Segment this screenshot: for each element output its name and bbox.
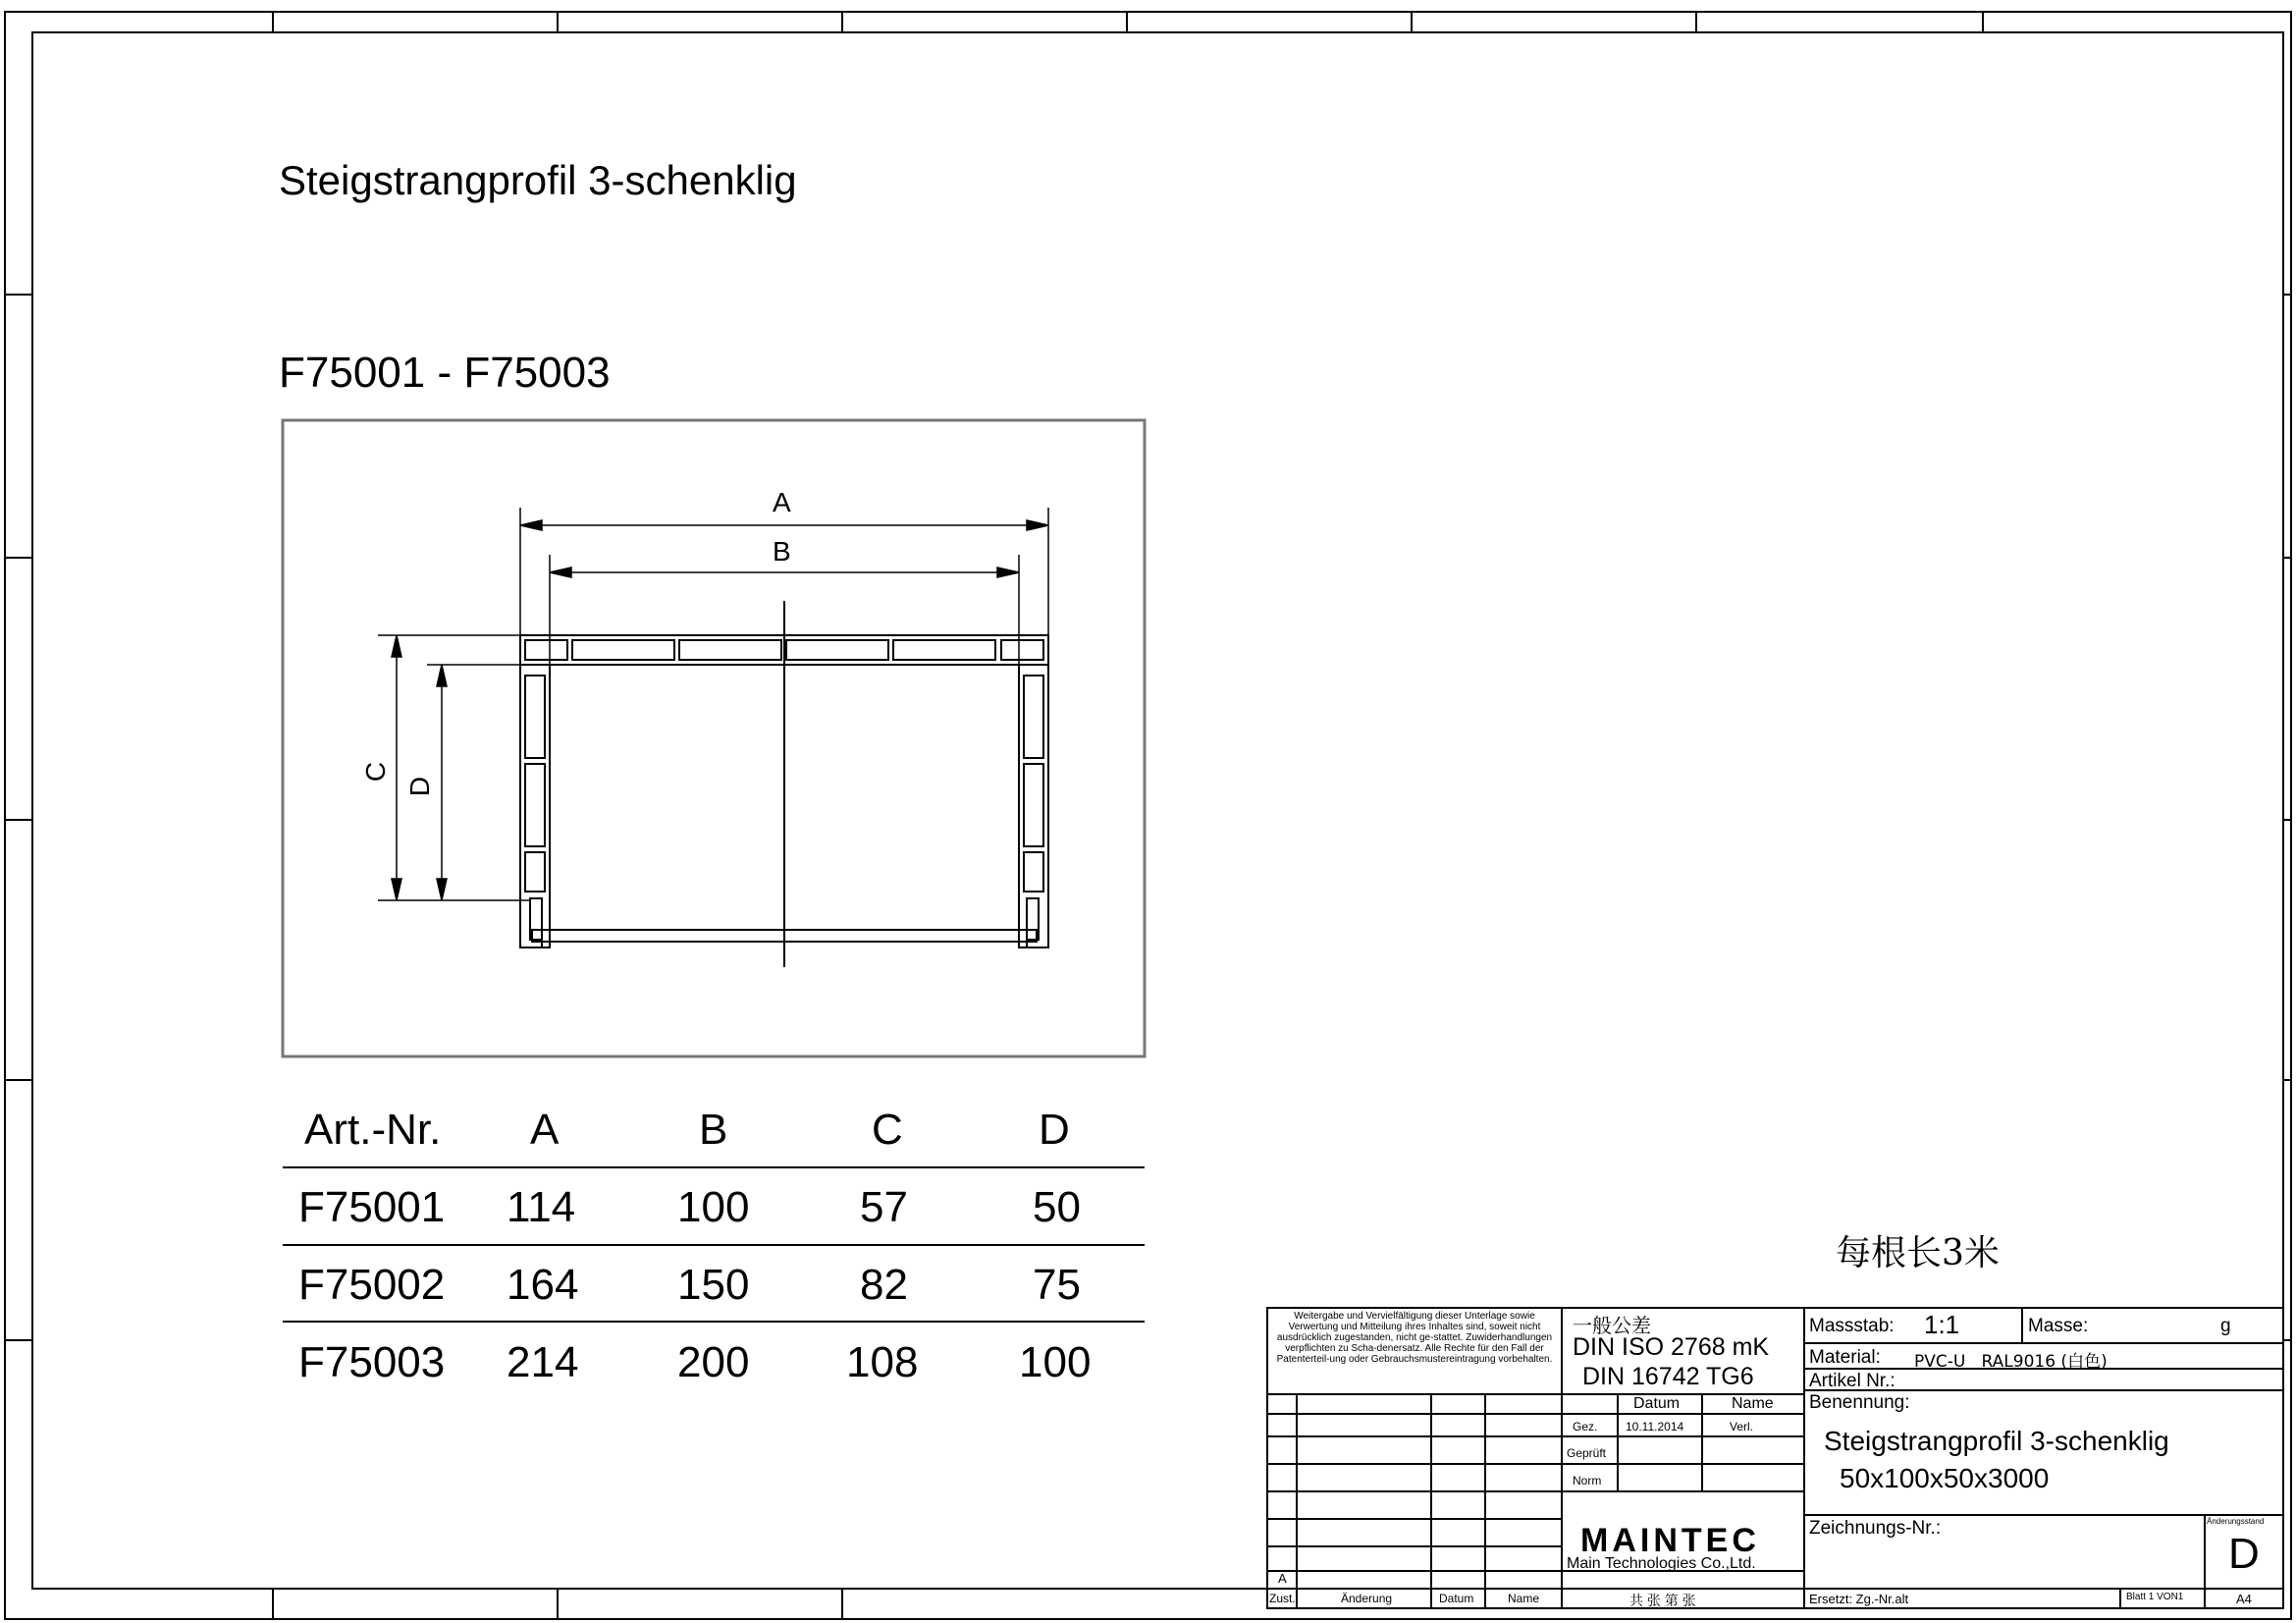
- datum-label: Datum: [1439, 1592, 1474, 1605]
- gez-date: 10.11.2014: [1626, 1420, 1684, 1434]
- col-datum: Datum: [1633, 1395, 1681, 1412]
- header-art-nr: Art.-Nr.: [304, 1106, 442, 1154]
- table-cell: 100: [1019, 1338, 1092, 1386]
- sheets-cn: 共 张 第 张: [1629, 1593, 1696, 1608]
- header-a: A: [530, 1106, 560, 1154]
- header-b: B: [699, 1106, 728, 1154]
- benennung-line-2: 50x100x50x3000: [1840, 1463, 2050, 1493]
- table-cell: F75003: [298, 1338, 446, 1386]
- geprueft-label: Geprüft: [1567, 1446, 1607, 1460]
- length-note: 每根长3米: [1836, 1233, 2000, 1273]
- dim-label-c: C: [360, 761, 392, 783]
- table-cell: 114: [507, 1183, 576, 1231]
- copyright-note: Weitergabe und Vervielfältigung dieser Unterlage sowie Verwertung und Mitteilung ihres Inhaltes sind, soweit nicht ausdrücklich zugestanden, nicht ge-stattet. Zuwiderhandlungen verpflichten zu Scha-denersatz. Alle Rechte für den Fall der Patenterteil-ung oder Gebrauchsmustereintragung vorbehalten.: [1276, 1311, 1553, 1365]
- tolerance-din: DIN 16742 TG6: [1582, 1363, 1754, 1390]
- table-cell: 100: [677, 1183, 750, 1231]
- table-cell: 150: [677, 1261, 750, 1309]
- zust-label: Zust.: [1269, 1592, 1296, 1605]
- material-value: PVC-U RAL9016 (白色): [1914, 1352, 2108, 1372]
- masse-label: Masse:: [2028, 1316, 2089, 1336]
- format-label: A4: [2236, 1592, 2252, 1606]
- material-label: Material:: [1809, 1347, 1881, 1368]
- aenderung-label: Änderung: [1341, 1592, 1393, 1605]
- norm-label: Norm: [1573, 1474, 1602, 1488]
- name-label: Name: [1508, 1592, 1540, 1605]
- dim-label-b: B: [773, 536, 791, 567]
- tolerance-label: 一般公差: [1573, 1314, 1651, 1337]
- rev-a: A: [1278, 1571, 1287, 1586]
- maintec-logo: MAINTEC: [1580, 1522, 1760, 1559]
- company-name: Main Technologies Co.,Ltd.: [1567, 1555, 1756, 1572]
- article-range: F75001 - F75003: [279, 349, 611, 397]
- blatt-label: Blatt 1 VON1: [2126, 1592, 2184, 1602]
- gez-name: Verl.: [1730, 1420, 1754, 1434]
- profile-detail-box: [283, 420, 1145, 1056]
- dim-label-a: A: [773, 487, 791, 517]
- col-name: Name: [1732, 1395, 1774, 1412]
- table-cell: 214: [507, 1338, 579, 1386]
- header-c: C: [872, 1106, 903, 1154]
- zeichnung-label: Zeichnungs-Nr.:: [1809, 1518, 1942, 1539]
- tolerance-iso: DIN ISO 2768 mK: [1573, 1333, 1770, 1361]
- table-cell: 75: [1033, 1261, 1081, 1309]
- profile-section: [520, 601, 1048, 967]
- aenderungsstand-value: D: [2228, 1530, 2260, 1578]
- table-cell: 108: [846, 1338, 919, 1386]
- gez-label: Gez.: [1573, 1420, 1598, 1434]
- table-cell: F75002: [298, 1261, 446, 1309]
- artikel-label: Artikel Nr.:: [1809, 1371, 1896, 1391]
- dim-label-d: D: [404, 776, 436, 797]
- benennung-label: Benennung:: [1809, 1392, 1910, 1413]
- header-d: D: [1039, 1106, 1070, 1154]
- masse-unit: g: [2220, 1316, 2231, 1336]
- benennung-line-1: Steigstrangprofil 3-schenklig: [1824, 1426, 2169, 1456]
- table-cell: 200: [677, 1338, 750, 1386]
- dimension-lines: [378, 508, 1048, 900]
- massstab-label: Massstab:: [1809, 1316, 1895, 1336]
- massstab-value: 1:1: [1924, 1310, 1960, 1339]
- table-cell: 164: [507, 1261, 579, 1309]
- table-cell: 82: [860, 1261, 908, 1309]
- ersetzt-label: Ersetzt: Zg.-Nr.alt: [1809, 1592, 1909, 1606]
- drawing-title: Steigstrangprofil 3-schenklig: [279, 157, 797, 203]
- table-cell: 57: [860, 1183, 908, 1231]
- table-cell: 50: [1033, 1183, 1081, 1231]
- aenderungsstand-label: Änderungsstand: [2207, 1517, 2265, 1526]
- table-cell: F75001: [298, 1183, 446, 1231]
